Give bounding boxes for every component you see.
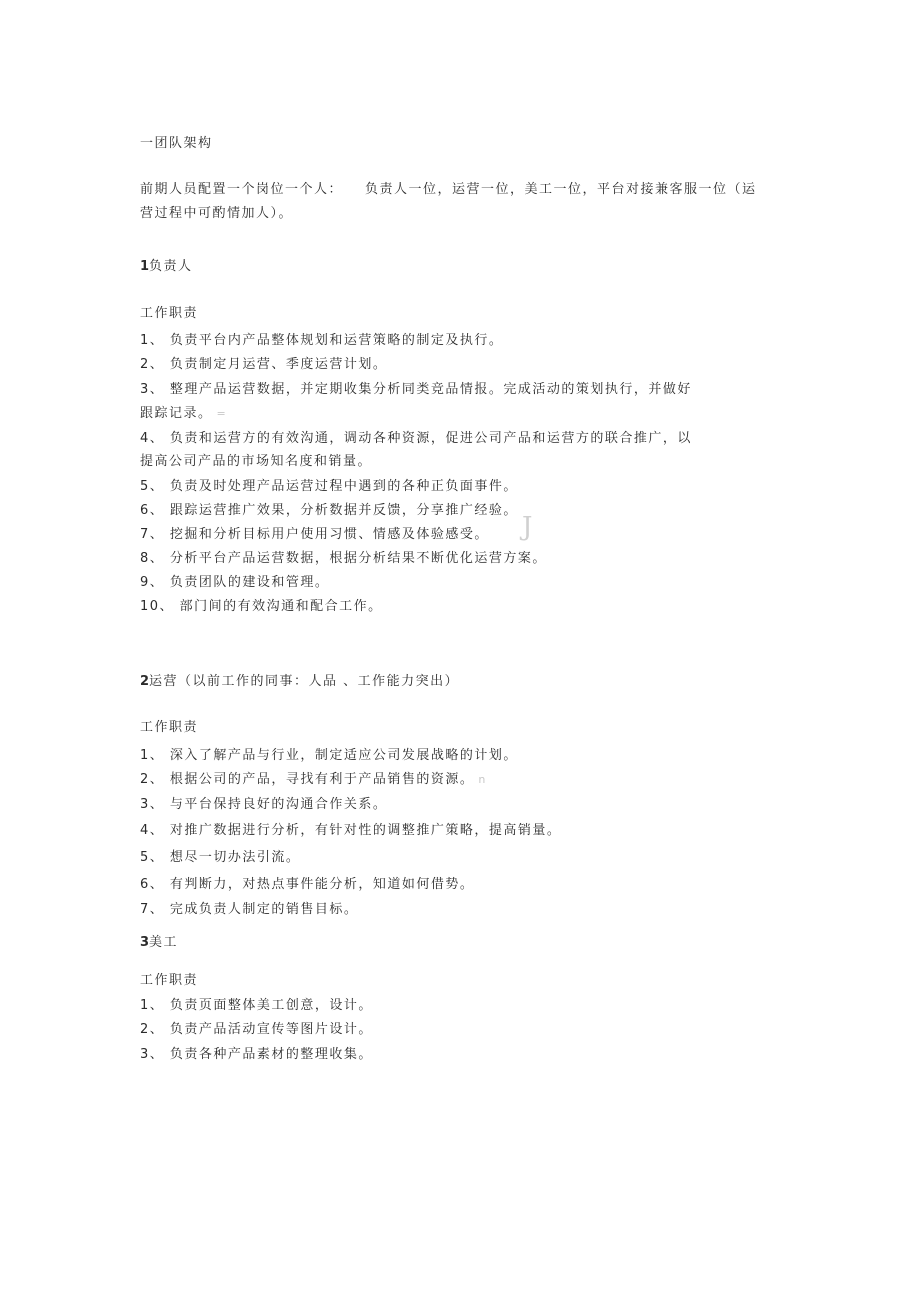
list-item-continued: 提高公司产品的市场知名度和销量。: [140, 454, 373, 469]
list-item: 1、 负责页面整体美工创意，设计。: [140, 998, 373, 1013]
duties-title-3: 工作职责: [140, 973, 199, 988]
section-number: 1: [140, 259, 150, 274]
section-heading-1: [140, 258, 193, 276]
list-item: 7、 完成负责人制定的销售目标。: [140, 902, 359, 917]
list-item: 7、 挖掘和分析目标用户使用习惯、情感及体验感受。: [140, 527, 489, 542]
intro-line-1: [140, 181, 757, 199]
scan-mark: n: [478, 773, 486, 786]
section-title: 运营（以前工作的同事：人品 、工作能力突出）: [149, 674, 460, 689]
intro-text-a: 前期人员配置一个岗位一个人：: [140, 182, 344, 197]
section-title: 美工: [149, 935, 179, 950]
list-item: 8、 分析平台产品运营数据，根据分析结果不断优化运营方案。: [140, 551, 547, 566]
list-item-text: 跟踪记录。: [140, 406, 213, 421]
doc-title: 一团队架构: [140, 136, 213, 151]
list-item: 1、 负责平台内产品整体规划和运营策略的制定及执行。: [140, 333, 504, 348]
list-item-text: 2、 根据公司的产品，寻找有利于产品销售的资源。: [140, 772, 475, 787]
list-item: 1、 深入了解产品与行业，制定适应公司发展战略的计划。: [140, 748, 518, 763]
list-item: 2、 负责制定月运营、季度运营计划。: [140, 357, 388, 372]
list-item: 6、 跟踪运营推广效果，分析数据并反馈，分享推广经验。: [140, 503, 518, 518]
list-item: 4、 对推广数据进行分析，有针对性的调整推广策略，提高销量。: [140, 823, 562, 838]
list-item: 9、 负责团队的建设和管理。: [140, 575, 330, 590]
list-item: 2、 负责产品活动宣传等图片设计。: [140, 1022, 373, 1037]
section-title: 负责人: [149, 259, 193, 274]
section-number: 3: [140, 935, 150, 950]
list-item: 6、 有判断力，对热点事件能分析，知道如何借势。: [140, 877, 475, 892]
intro-line-2: 营过程中可酌情加人）。: [140, 206, 294, 221]
list-item: 3、 与平台保持良好的沟通合作关系。: [140, 797, 388, 812]
list-item: 10、 部门间的有效沟通和配合工作。: [140, 599, 383, 614]
list-item: 5、 负责及时处理产品运营过程中遇到的各种正负面事件。: [140, 479, 518, 494]
list-item: [140, 771, 485, 789]
section-number: 2: [140, 674, 150, 689]
list-item: 3、 负责各种产品素材的整理收集。: [140, 1047, 373, 1062]
duties-title-2: 工作职责: [140, 720, 199, 735]
list-item: 4、 负责和运营方的有效沟通，调动各种资源，促进公司产品和运营方的联合推广，以: [140, 431, 692, 446]
list-item: 3、 整理产品运营数据，并定期收集分析同类竞品情报。完成活动的策划执行，并做好: [140, 382, 692, 397]
section-heading-2: [140, 673, 459, 691]
list-item: 5、 想尽一切办法引流。: [140, 850, 301, 865]
list-item-continued: [140, 405, 226, 423]
scan-mark: =: [216, 407, 226, 420]
scan-mark-letter: J: [522, 512, 533, 542]
duties-title-1: 工作职责: [140, 306, 199, 321]
intro-text-b: 负责人一位，运营一位，美工一位，平台对接兼客服一位（运: [365, 182, 757, 197]
section-heading-3: [140, 934, 178, 952]
